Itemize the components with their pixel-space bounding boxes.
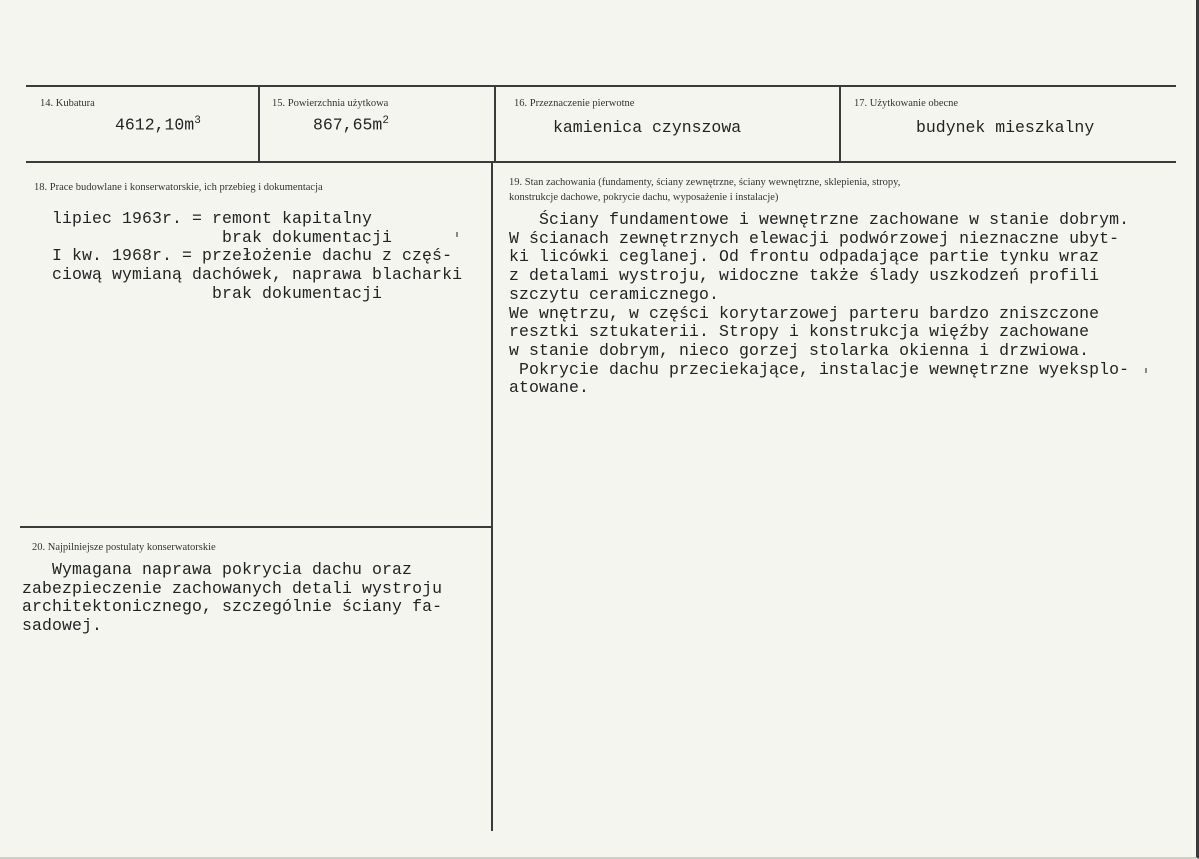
divider-main [491, 163, 493, 831]
field-16-value: kamienica czynszowa [553, 118, 742, 137]
divider-14-15 [258, 87, 260, 162]
field-14-value: $4612,10m^3$ [115, 115, 201, 135]
field-19-label-line2: konstrukcje dachowe, pokrycie dachu, wyposażenie i instalacje) [509, 192, 779, 203]
field-15-value: $867,65m^2$ [313, 115, 389, 135]
field-17-value: budynek mieszkalny [916, 118, 1095, 137]
field-20-label: 20. Najpilniejsze postulaty konserwatorskie [32, 542, 216, 553]
divider-16-17 [839, 87, 841, 162]
field-19-text: Ściany fundamentowe i wewnętrzne zachowane w stanie dobrym. W ścianach zewnętrznych elewacji podwórzowej nieznaczne ubyt- ki licówki ceglanej. Od frontu odpadające partie tynku wraz z detalami wystroju, widoczne także ślady uszkodzeń profili szczytu ceramicznego. We wnętrzu, w części korytarzowej parteru bardzo zniszczone resztki sztukaterii. Stropy i konstrukcja więźby zachowane w stanie dobrym, nieco gorzej stolarka okienna i drzwiowa. Pokrycie dachu przeciekające, instalacje wewnętrzne wyeksplo- atowane. [509, 210, 1130, 398]
field-17-label: 17. Użytkowanie obecne [854, 98, 959, 109]
rule-section20-top [20, 526, 491, 528]
field-15-label: 15. Powierzchnia użytkowa [272, 98, 389, 109]
field-14-label: 14. Kubatura [40, 98, 95, 109]
field-18-text: lipiec 1963r. = remont kapitalny brak dokumentacji I kw. 1968r. = przełożenie dachu z częś- ciową wymianą dachówek, naprawa blacharki brak dokumentacji [52, 209, 463, 303]
field-16-label: 16. Przeznaczenie pierwotne [514, 98, 635, 109]
divider-15-16 [494, 87, 496, 162]
rule-top [26, 85, 1176, 87]
rule-row1-bottom [26, 161, 1176, 163]
field-18-label: 18. Prace budowlane i konserwatorskie, ich przebieg i dokumentacja [34, 182, 323, 193]
speck-mark [1145, 368, 1147, 373]
field-20-text: Wymagana naprawa pokrycia dachu oraz zabezpieczenie zachowanych detali wystroju architektonicznego, szczególnie ściany fa- sadowej. [22, 560, 443, 636]
field-19-label-line1: 19. Stan zachowania (fundamenty, ściany zewnętrzne, ściany wewnętrzne, sklepienia, stropy, [509, 177, 901, 188]
speck-mark [456, 232, 458, 237]
